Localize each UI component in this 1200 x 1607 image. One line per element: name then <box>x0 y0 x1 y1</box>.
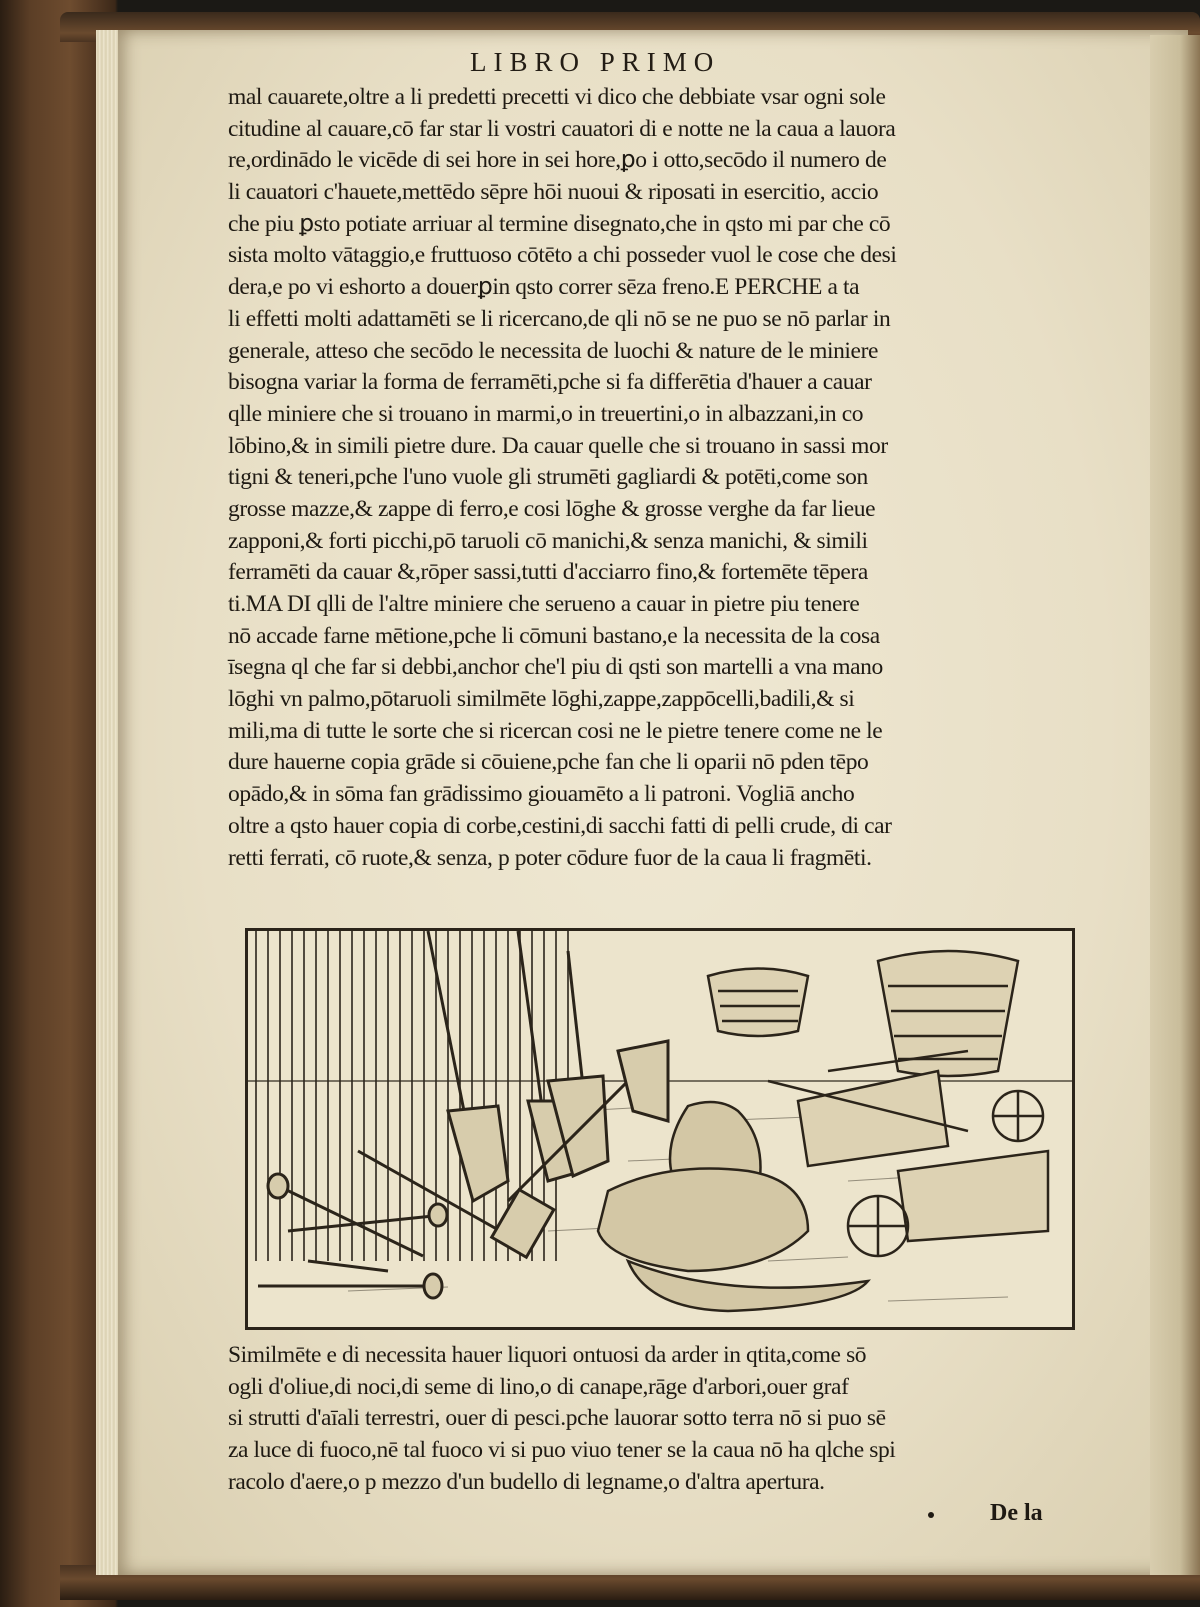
text-line: īsegna ql che far si debbi,anchor che'l piu di qsti son martelli a vna mano <box>228 654 883 681</box>
text-line: che piu ꝑsto potiate arriuar al termine disegnato,che in qsto mi par che cō <box>228 210 891 237</box>
text-line: opādo,& in sōma fan grādissimo giouamēto a li patroni. Vogliā ancho <box>228 781 855 808</box>
text-line: mal cauarete,oltre a li predetti precetti vi dico che debbiate vsar ogni sole <box>228 84 886 110</box>
small-basket <box>708 969 808 1037</box>
text-line: re,ordinādo le vicēde di sei hore in sei hore,ꝑo i otto,secōdo il numero de <box>228 147 887 174</box>
text-line: dure hauerne copia grāde si cōuiene,pche fan che li oparii nō pden tēpo <box>228 749 869 776</box>
text-line: generale, atteso che secōdo le necessita de luochi & nature de le miniere <box>228 337 879 364</box>
catchword: De la <box>990 1500 1043 1526</box>
text-line: retti ferrati, cō ruote,& senza, p poter cōdure fuor de la caua li fragmēti. <box>228 844 872 871</box>
text-line: lōghi vn palmo,pōtaruoli similmēte lōghi,zappe,zappōcelli,badili,& si <box>228 686 855 713</box>
page-header <box>0 47 1200 83</box>
main-text-block <box>228 82 1108 874</box>
shovels <box>428 931 608 1201</box>
text-line: sista molto vātaggio,e fruttuoso cōtēto a chi posseder vuol le cose che desi <box>228 242 897 269</box>
text-line: nō accade farne mētione,pche li cōmuni bastano,e la necessita de la cosa <box>228 622 880 649</box>
text-line: li cauatori c'hauete,mettēdo sēpre hōi nuoui & riposati in esercitio, accio <box>228 179 879 206</box>
text-line: ogli d'oliue,di noci,di seme di lino,o di canape,rāge d'arbori,ouer graf <box>228 1373 849 1400</box>
cart <box>848 1151 1048 1256</box>
text-line: oltre a qsto hauer copia di corbe,cestini,di sacchi fatti di pelli crude, di car <box>228 812 892 839</box>
text-line: dera,e po vi eshorto a douerꝑin qsto correr sēza freno.E PERCHE a ta <box>228 274 860 301</box>
text-line: za luce di fuoco,nē tal fuoco vi si puo viuo tener se la caua nō ha qlche spi <box>228 1437 896 1464</box>
text-line: racolo d'aere,o p mezzo d'un budello di legname,o d'altra apertura. <box>228 1468 825 1495</box>
text-line: bisogna variar la forma de ferramēti,pche si fa differētia d'hauer a cauar <box>228 369 872 396</box>
text-line: Similmēte e di necessita hauer liquori ontuosi da arder in qtita,come sō <box>228 1342 867 1368</box>
text-line: ferramēti da cauar &,rōper sassi,tutti d'acciarro fino,& fortemēte tēpera <box>228 559 868 586</box>
continuation-text-block <box>228 1340 1108 1498</box>
text-line: qlle miniere che si trouano in marmi,o in treuertini,o in albazzani,in co <box>228 400 864 427</box>
text-line: li effetti molti adattamēti se li ricercano,de qli nō se ne puo se nō parlar in <box>228 305 891 332</box>
text-line: citudine al cauare,cō far star li vostri cauatori di e notte ne la caua a lauora <box>228 115 896 142</box>
facing-page-edge <box>1150 35 1200 1575</box>
ink-dot <box>928 1512 934 1518</box>
text-line: tigni & teneri,pche l'uno vuole gli strumēti gagliardi & potēti,come son <box>228 464 868 491</box>
large-basket <box>878 951 1018 1076</box>
text-line: mili,ma di tutte le sorte che si ricercan cosi ne le pietre tenere come ne le <box>228 717 883 744</box>
text-line: si strutti d'aīali terrestri, ouer di pesci.pche lauorar sotto terra nō si puo sē <box>228 1405 886 1432</box>
woodcut-mining-tools <box>248 931 1072 1327</box>
running-head: LIBRO PRIMO <box>470 47 721 77</box>
text-line: ti.MA DI qlli de l'altre miniere che serueno a cauar in pietre piu tenere <box>228 591 860 617</box>
woodcut-illustration <box>245 928 1075 1330</box>
text-line: zapponi,& forti picchi,pō taruoli cō manichi,& senza manichi, & simili <box>228 527 868 554</box>
text-line: grosse mazze,& zappe di ferro,e cosi lōghe & grosse verghe da far lieue <box>228 495 876 522</box>
text-line: lōbino,& in simili pietre dure. Da cauar quelle che si trouano in sassi mor <box>228 432 888 459</box>
